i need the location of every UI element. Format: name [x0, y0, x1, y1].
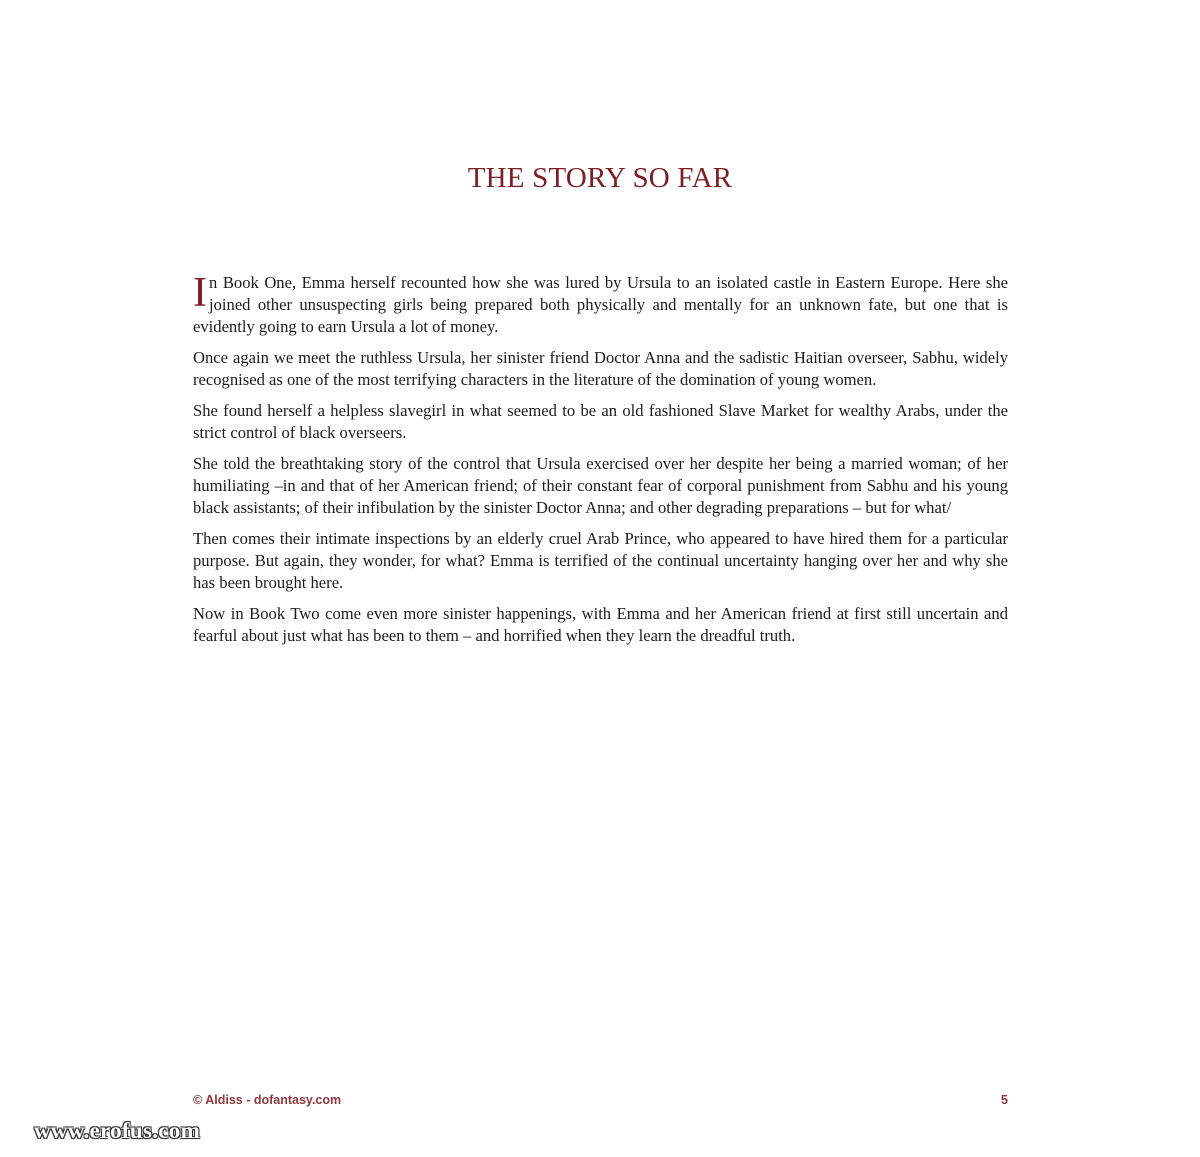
page-number: 5 — [1001, 1093, 1008, 1107]
intro-text: n Book One, Emma herself recounted how she was lured by Ursula to an isolated castle in Eastern Europe. Here she joined other unsuspecting girls being prepared both physically and mentally for an unknown fate, but one that is evidently going to earn Ursula a lot of money. — [193, 273, 1008, 336]
paragraph-2: She found herself a helpless slavegirl in what seemed to be an old fashioned Slave Market for wealthy Arabs, under the strict control of black overseers. — [193, 401, 1008, 442]
intro-paragraph — [193, 272, 1008, 338]
paragraph-5: Now in Book Two come even more sinister happenings, with Emma and her American friend at first still uncertain and fearful about just what has been to them – and horrified when they learn the dreadful truth. — [193, 604, 1008, 645]
story-body — [193, 272, 1008, 656]
paragraph-1: Once again we meet the ruthless Ursula, her sinister friend Doctor Anna and the sadistic Haitian overseer, Sabhu, widely recognised as one of the most terrifying characters in the literature of the domination of young women. — [193, 348, 1008, 389]
page-title: THE STORY SO FAR — [467, 162, 733, 194]
paragraph-4: Then comes their intimate inspections by an elderly cruel Arab Prince, who appeared to have hired them for a particular purpose. But again, they wonder, for what? Emma is terrified of the continual uncertainty hanging over her and why she has been brought here. — [193, 529, 1008, 592]
drop-cap: I — [193, 270, 207, 316]
footer-copyright: © Aldiss - dofantasy.com — [193, 1093, 342, 1107]
watermark: www.erofus.com — [34, 1118, 201, 1143]
paragraph-3: She told the breathtaking story of the control that Ursula exercised over her despite her being a married woman; of her humiliating –in and that of her American friend; of their constant fear of corporal punishment from Sabhu and his young black assistants; of their infibulation by the sinister Doctor Anna; and other degrading preparations – but for what/ — [193, 454, 1008, 517]
